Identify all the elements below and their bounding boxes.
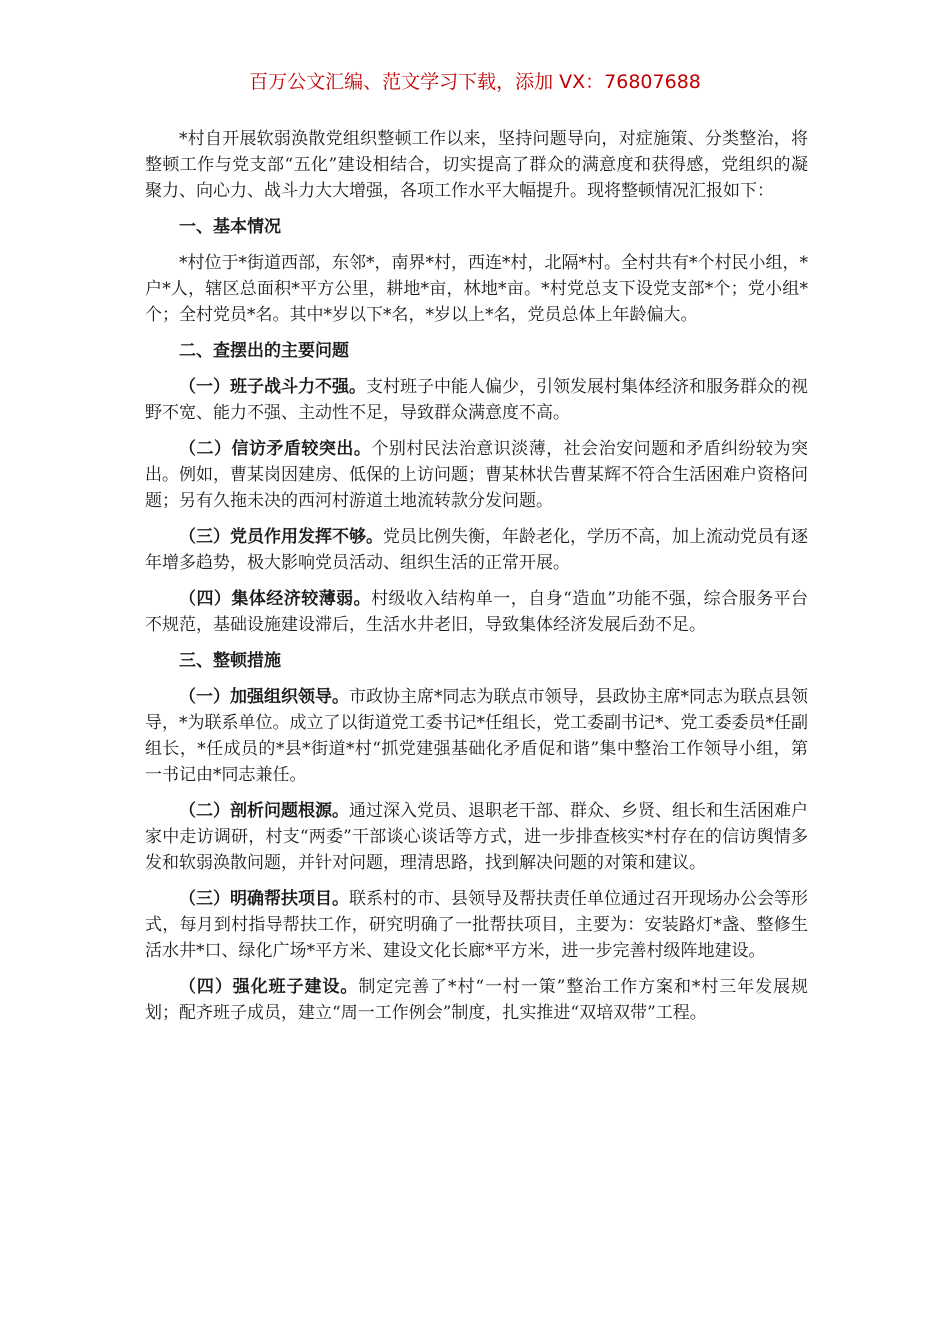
problem-item-text: 党员比例失衡，年龄老化，学历不高，加上流动党员有逐年增多趋势，极大影响党员活动、组织生活的正常开展。	[145, 527, 808, 573]
measure-item	[145, 798, 808, 876]
measure-item	[145, 684, 808, 788]
section-heading-rectification-measures: 三、整顿措施	[179, 651, 281, 671]
section-heading-main-problems: 二、查摆出的主要问题	[179, 341, 349, 361]
watermark-banner: 百万公文汇编、范文学习下载，添加 VX：76807688	[249, 71, 701, 93]
problem-item-lead: （一）班子战斗力不强。	[179, 377, 366, 397]
problem-item	[145, 524, 808, 576]
measure-item-lead: （四）强化班子建设。	[179, 977, 359, 997]
section-heading-basic-situation: 一、基本情况	[179, 217, 281, 237]
problem-item-text: 村级收入结构单一，自身“造血”功能不强，综合服务平台不规范，基础设施建设滞后，生活水井老旧，导致集体经济发展后劲不足。	[145, 589, 808, 635]
measure-item-text: 通过深入党员、退职老干部、群众、乡贤、组长和生活困难户家中走访调研，村支“两委”干部谈心谈话等方式，进一步排查核实*村存在的信访舆情多发和软弱涣散问题，并针对问题，理清思路，找到解决问题的对策和建议。	[145, 801, 808, 873]
problem-item-lead: （三）党员作用发挥不够。	[179, 527, 383, 547]
measure-item	[145, 886, 808, 964]
problem-item-lead: （四）集体经济较薄弱。	[179, 589, 372, 609]
measure-item-text: 联系村的市、县领导及帮扶责任单位通过召开现场办公会等形式，每月到村指导帮扶工作，研究明确了一批帮扶项目，主要为：安装路灯*盏、整修生活水井*口、绿化广场*平方米、建设文化长廊*平方米，进一步完善村级阵地建设。	[145, 889, 808, 961]
measure-item-text: 制定完善了*村“一村一策”整治工作方案和*村三年发展规划；配齐班子成员，建立“周一工作例会”制度，扎实推进“双培双带”工程。	[145, 977, 808, 1023]
basic-situation-paragraph: *村位于*街道西部，东邻*，南界*村，西连*村，北隔*村。全村共有*个村民小组，*户*人，辖区总面积*平方公里，耕地*亩，林地*亩。*村党总支下设党支部*个；党小组*个；全村党员*名。其中*岁以下*名，*岁以上*名，党员总体上年龄偏大。	[145, 253, 808, 325]
measure-item	[145, 974, 808, 1026]
measure-item-lead: （二）剖析问题根源。	[179, 801, 349, 821]
measure-item-lead: （一）加强组织领导。	[179, 687, 349, 707]
problem-item	[145, 436, 808, 514]
problem-item-text: 支村班子中能人偏少，引领发展村集体经济和服务群众的视野不宽、能力不强、主动性不足，导致群众满意度不高。	[145, 377, 808, 423]
problem-item-lead: （二）信访矛盾较突出。	[179, 439, 372, 459]
intro-paragraph: *村自开展软弱涣散党组织整顿工作以来，坚持问题导向，对症施策、分类整治，将整顿工作与党支部“五化”建设相结合，切实提高了群众的满意度和获得感，党组织的凝聚力、向心力、战斗力大大增强，各项工作水平大幅提升。现将整顿情况汇报如下：	[145, 129, 808, 201]
problem-item	[145, 374, 808, 426]
problem-item-text: 个别村民法治意识淡薄，社会治安问题和矛盾纠纷较为突出。例如，曹某岗因建房、低保的上访问题；曹某林状告曹某辉不符合生活困难户资格问题；另有久拖未决的西河村游道土地流转款分发问题。	[145, 439, 808, 511]
document-body	[145, 126, 808, 1036]
problem-item	[145, 586, 808, 638]
measure-item-text: 市政协主席*同志为联点市领导，县政协主席*同志为联点县领导，*为联系单位。成立了以街道党工委书记*任组长，党工委副书记*、党工委委员*任副组长，*任成员的*县*街道*村“抓党建强基础化矛盾促和谐”集中整治工作领导小组，第一书记由*同志兼任。	[145, 687, 808, 785]
measure-item-lead: （三）明确帮扶项目。	[179, 889, 349, 909]
